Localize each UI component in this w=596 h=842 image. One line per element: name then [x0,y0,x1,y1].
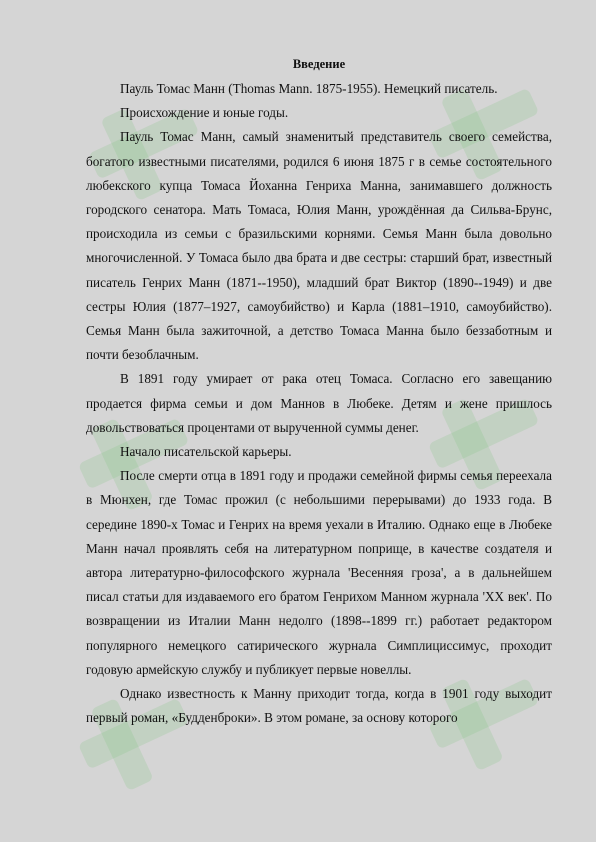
section-heading-career: Начало писательской карьеры. [120,444,292,460]
paragraph-career: После смерти отца в 1891 году и продажи семейной фирмы семья переехала в Мюнхен, где Томас прожил (с небольшими перерывами) до 1933 года. В середине 1890-х Томас и Генрих на время уехали в Италию. Однако еще в Любеке Манн начал проявлять себя на литературном поприще, в качестве создателя и автора литературно-философского журнала 'Весенняя гроза', а в дальнейшем писал статьи для издаваемого его братом Генрихом Манном журнала 'XX век'. По возвращении из Италии Манн недолго (1898--1899 гг.) работает редактором популярного немецкого сатирического журнала Симплициссимус, проходит годовую армейскую службу и публикует первые новеллы. [86,468,552,677]
paragraph-fame: Однако известность к Манну приходит тогда, когда в 1901 году выходит первый роман, «Будденброки». В этом романе, за основу которого [86,686,552,726]
paragraph-intro: Пауль Томас Манн (Thomas Mann. 1875-1955). Немецкий писатель. [120,81,498,96]
document-body [86,56,552,730]
paragraph-father-death: В 1891 году умирает от рака отец Томаса. Согласно его завещанию продается фирма семьи и дом Маннов в Любеке. Детям и жене пришлось довольствоваться процентами от вырученной суммы денег. [86,371,552,435]
section-heading-origin: Происхождение и юные годы. [120,105,289,121]
document-title: Введение [292,57,346,71]
paragraph-biography: Пауль Томас Манн, самый знаменитый представитель своего семейства, богатого известными писателями, родился 6 июня 1875 г в семье состоятельного любекского купца Томаса Йоханна Генриха Манна, занимавшего должность городского сенатора. Мать Томаса, Юлия Манн, урождённая да Сильва-Брунс, происходила из семьи с бразильскими корнями. Семья Манн была довольно многочисленной. У Томаса было два брата и две сестры: старший брат, известный писатель Генрих Манн (1871--1950), младший брат Виктор (1890--1949) и две сестры Юлия (1877–1927, самоубийство) и Карла (1881–1910, самоубийство). Семья Манн была зажиточной, а детство Томаса Манна было беззаботным и почти безоблачным. [86,129,552,363]
